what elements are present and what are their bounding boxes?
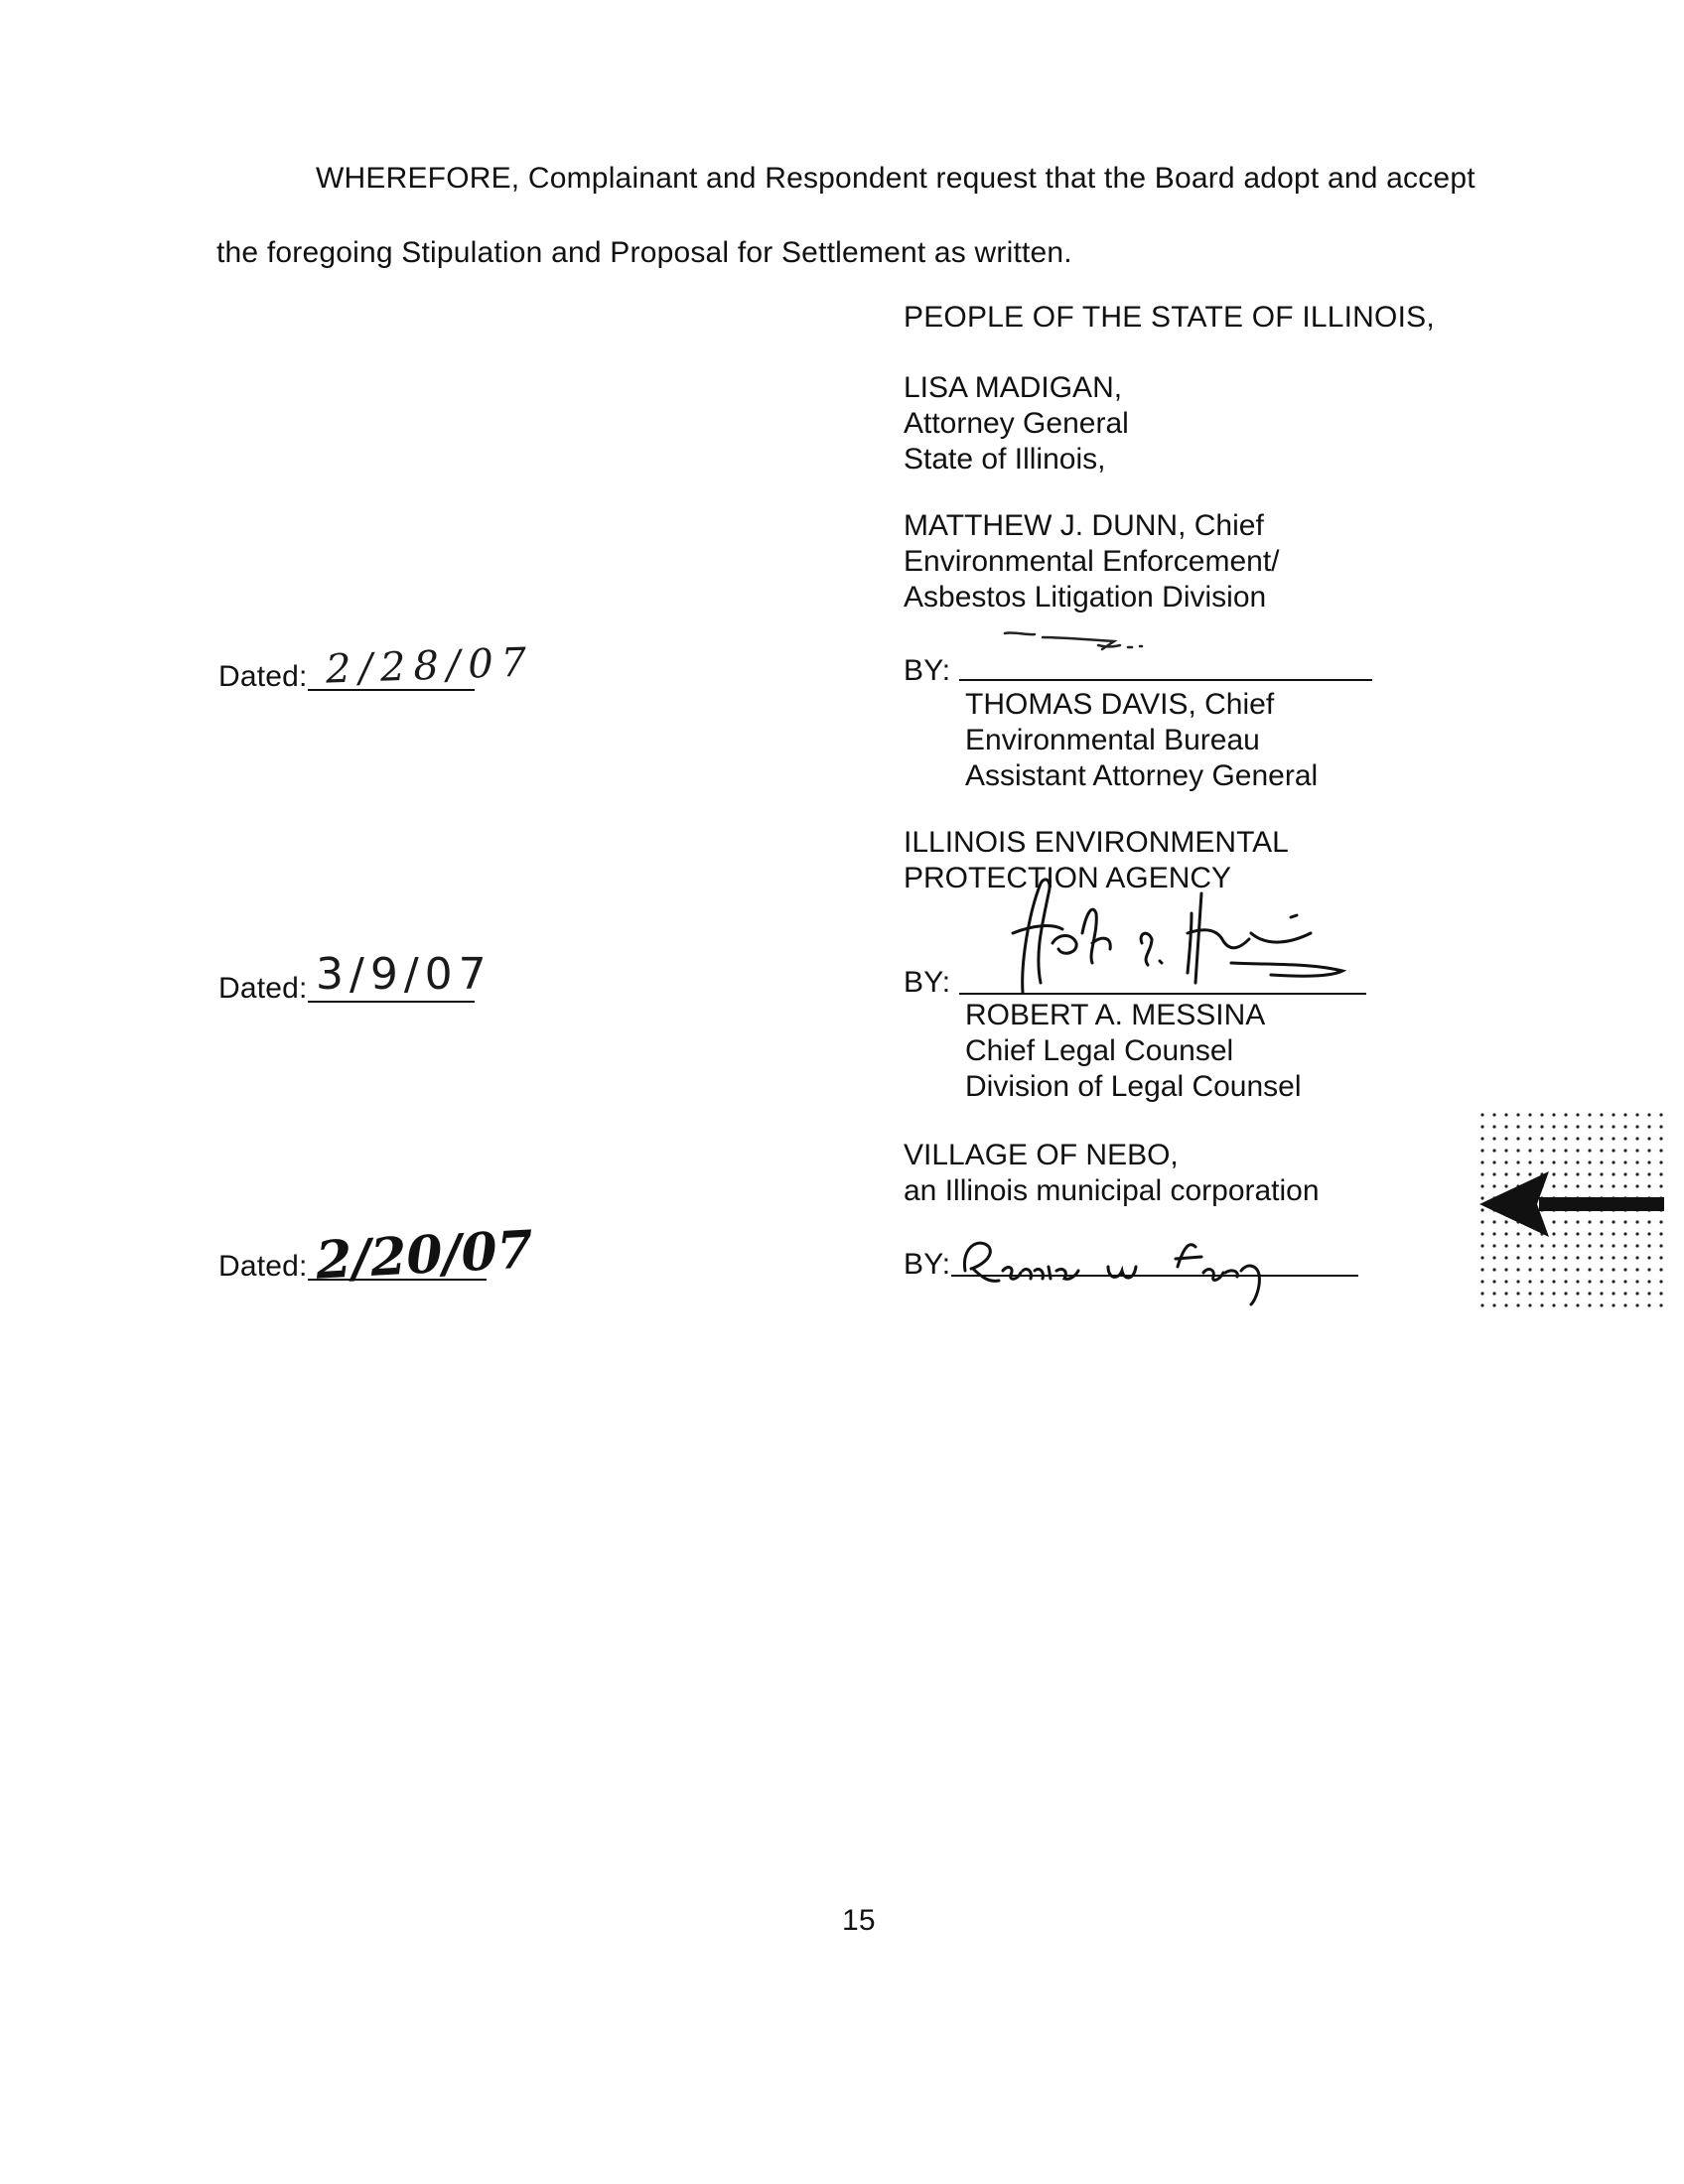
page-number: 15 bbox=[842, 1904, 876, 1937]
chief-division-2: Asbestos Litigation Division bbox=[904, 581, 1267, 614]
davis-signer-block bbox=[965, 687, 1318, 794]
by-label-1: BY: bbox=[904, 654, 951, 687]
davis-bureau: Environmental Bureau bbox=[965, 724, 1260, 756]
messina-title: Chief Legal Counsel bbox=[965, 1034, 1234, 1067]
dated-line-2 bbox=[308, 1001, 475, 1003]
chief-division-1: Environmental Enforcement/ bbox=[904, 545, 1280, 578]
iepa-heading-1: ILLINOIS ENVIRONMENTAL bbox=[904, 826, 1289, 859]
dated-value-2: 3/9/07 bbox=[316, 949, 492, 1000]
attorney-general-block bbox=[904, 370, 1129, 478]
dated-label-2: Dated: bbox=[218, 972, 308, 1005]
dated-label-3: Dated: bbox=[218, 1250, 308, 1283]
signature-line-1 bbox=[959, 679, 1372, 681]
dated-value-1: 2/28/07 bbox=[325, 639, 535, 693]
messina-signer-block bbox=[965, 998, 1302, 1105]
dated-value-3: 2/20/07 bbox=[314, 1219, 535, 1292]
signature-nebo bbox=[959, 1227, 1297, 1306]
nebo-heading-2: an Illinois municipal corporation bbox=[904, 1174, 1320, 1207]
davis-name: THOMAS DAVIS, Chief bbox=[965, 688, 1275, 721]
wherefore-line-2: the foregoing Stipulation and Proposal for Settlement as written. bbox=[216, 236, 1072, 269]
wherefore-line-1: WHEREFORE, Complainant and Respondent request that the Board adopt and accept bbox=[316, 162, 1475, 195]
dated-label-1: Dated: bbox=[218, 660, 308, 693]
by-label-2: BY: bbox=[904, 966, 951, 999]
ag-state: State of Illinois, bbox=[904, 443, 1106, 476]
messina-name: ROBERT A. MESSINA bbox=[965, 999, 1266, 1031]
iepa-heading-2: PROTECTION AGENCY bbox=[904, 862, 1232, 894]
nebo-heading-1: VILLAGE OF NEBO, bbox=[904, 1139, 1179, 1171]
messina-division: Division of Legal Counsel bbox=[965, 1070, 1302, 1103]
by-label-3: BY: bbox=[904, 1248, 951, 1281]
signature-messina bbox=[993, 874, 1350, 1003]
people-heading: PEOPLE OF THE STATE OF ILLINOIS, bbox=[904, 301, 1435, 334]
davis-title: Assistant Attorney General bbox=[965, 759, 1319, 792]
nebo-heading-block bbox=[904, 1138, 1320, 1209]
ag-title: Attorney General bbox=[904, 407, 1129, 440]
enforcement-chief-block bbox=[904, 508, 1280, 615]
chief-name: MATTHEW J. DUNN, Chief bbox=[904, 509, 1264, 542]
ag-name: LISA MADIGAN, bbox=[904, 371, 1123, 404]
sign-here-arrow-icon bbox=[1479, 1112, 1668, 1310]
signature-davis bbox=[1003, 625, 1162, 665]
